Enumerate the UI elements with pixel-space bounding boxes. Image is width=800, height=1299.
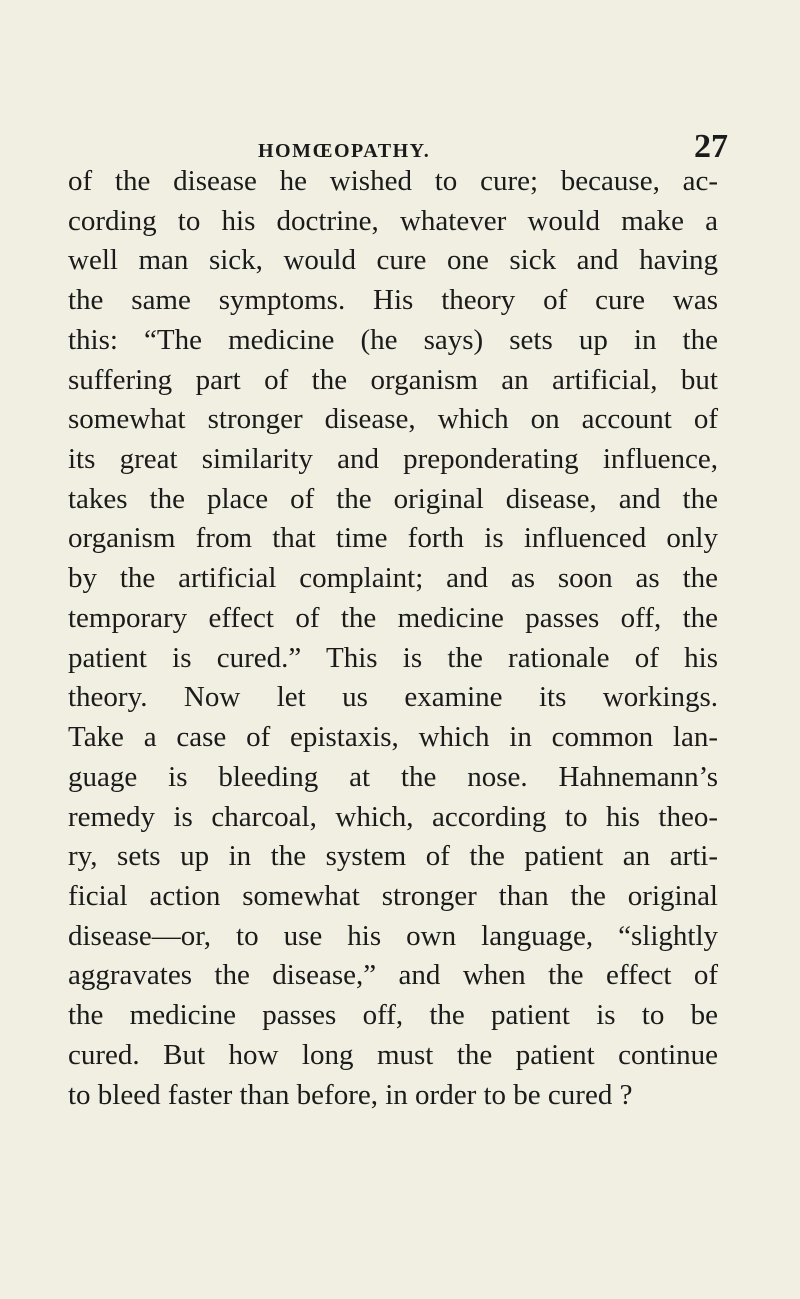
text-line: guage is bleeding at the nose. Hahnemann’s [68, 760, 718, 793]
text-line: disease—or, to use his own language, “slightly [68, 919, 718, 952]
text-line: ry, sets up in the system of the patient an arti- [68, 840, 718, 873]
text-line: this: “The medicine (he says) sets up in the [68, 323, 718, 356]
text-line: the same symptoms. His theory of cure was [68, 284, 718, 317]
text-line: aggravates the disease,” and when the effect of [68, 959, 718, 992]
text-line: Take a case of epistaxis, which in common lan- [68, 721, 718, 754]
body-text [68, 162, 718, 1115]
text-line: ficial action somewhat stronger than the original [68, 879, 718, 912]
text-line: temporary effect of the medicine passes off, the [68, 601, 718, 634]
text-line: well man sick, would cure one sick and having [68, 244, 718, 277]
text-line: theory. Now let us examine its workings. [68, 681, 718, 714]
text-line: takes the place of the original disease, and the [68, 482, 718, 515]
text-line: remedy is charcoal, which, according to his theo- [68, 800, 718, 833]
text-line: patient is cured.” This is the rationale of his [68, 641, 718, 674]
text-line: its great similarity and preponderating influence, [68, 443, 718, 476]
running-title: HOMŒOPATHY. [258, 140, 431, 162]
text-line: of the disease he wished to cure; because, ac- [68, 165, 718, 197]
text-line: by the artificial complaint; and as soon as the [68, 562, 718, 595]
text-line: somewhat stronger disease, which on account of [68, 403, 718, 436]
page-number: 27 [694, 128, 728, 165]
text-line: cording to his doctrine, whatever would make a [68, 204, 718, 237]
text-line: suffering part of the organism an artificial, but [68, 363, 718, 396]
text-line: to bleed faster than before, in order to be cured ? [68, 1078, 633, 1111]
text-line: cured. But how long must the patient continue [68, 1038, 718, 1071]
text-line: the medicine passes off, the patient is to be [68, 999, 718, 1032]
text-line: organism from that time forth is influenced only [68, 522, 718, 555]
